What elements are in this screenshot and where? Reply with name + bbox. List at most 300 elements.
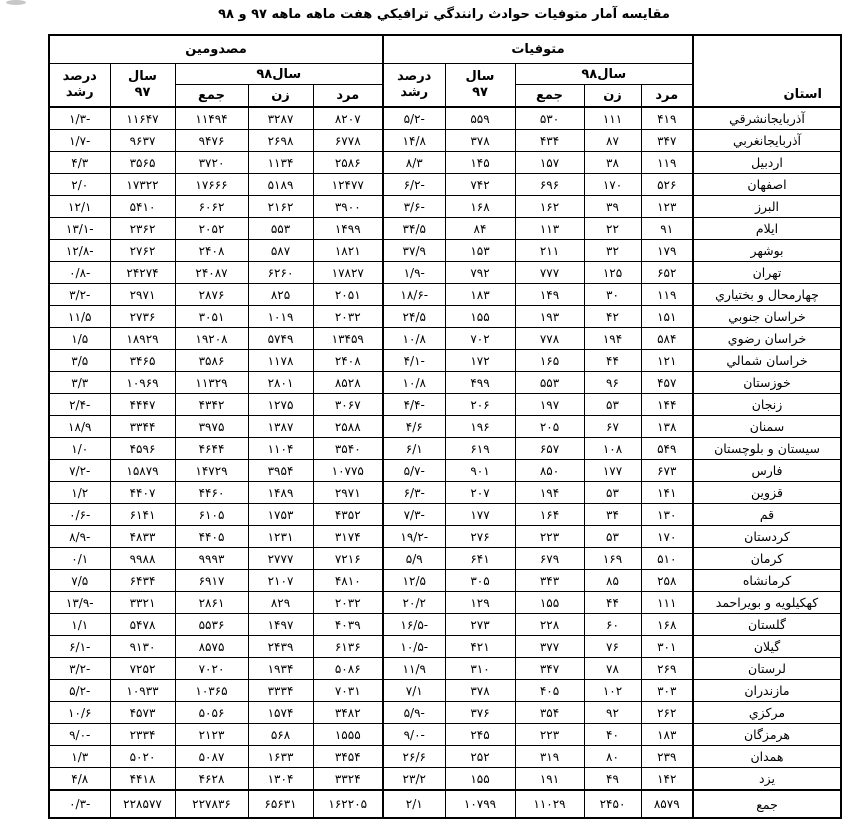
col-header-province: استان [693, 35, 841, 107]
cell-fatal-male-98: ۱۲۳ [641, 196, 693, 218]
cell-injured-male-98: ۲۴۰۸ [313, 350, 383, 372]
cell-fatal-growth: ۲۴/۵ [383, 306, 445, 328]
cell-injured-male-98: ۱۸۲۱ [313, 240, 383, 262]
cell-injured-female-98: ۲۱۶۲ [248, 196, 313, 218]
cell-injured-growth: ۴/۸ [49, 768, 110, 791]
cell-fatal-97: ۳۷۶ [445, 702, 515, 724]
cell-injured-97: ۳۴۶۵ [110, 350, 175, 372]
cell-injured-growth: ۱۱/۵ [49, 306, 110, 328]
cell-fatal-97: ۷۹۲ [445, 262, 515, 284]
cell-fatal-male-98: ۱۱۹ [641, 152, 693, 174]
cell-fatal-female-98: ۴۲ [584, 306, 641, 328]
cell-injured-male-98: ۲۰۵۱ [313, 284, 383, 306]
cell-injured-sum-98: ۲۸۶۱ [175, 592, 248, 614]
cell-province: قم [693, 504, 841, 526]
total-injured-growth: ۰/۳- [49, 790, 110, 818]
table-header [49, 35, 841, 107]
cell-injured-97: ۲۴۲۷۴ [110, 262, 175, 284]
cell-fatal-female-98: ۴۹ [584, 768, 641, 791]
cell-injured-97: ۷۲۵۲ [110, 658, 175, 680]
cell-fatal-sum-98: ۱۹۷ [515, 394, 584, 416]
cell-fatal-male-98: ۳۰۱ [641, 636, 693, 658]
table-row [49, 570, 841, 592]
table-row [49, 306, 841, 328]
cell-fatal-sum-98: ۳۷۷ [515, 636, 584, 658]
cell-injured-sum-98: ۱۰۳۶۵ [175, 680, 248, 702]
cell-injured-growth: ۶/۱- [49, 636, 110, 658]
cell-injured-sum-98: ۳۹۷۵ [175, 416, 248, 438]
cell-injured-male-98: ۶۱۳۶ [313, 636, 383, 658]
cell-injured-sum-98: ۴۶۲۸ [175, 768, 248, 791]
cell-injured-growth: ۱۳/۹- [49, 592, 110, 614]
col-header-total-injured: جمع [175, 85, 248, 108]
total-injured-sum-98: ۲۲۷۸۳۶ [175, 790, 248, 818]
table-row [49, 482, 841, 504]
cell-injured-female-98: ۱۴۹۷ [248, 614, 313, 636]
cell-fatal-97: ۷۰۲ [445, 328, 515, 350]
col-header-total-fatalities: جمع [515, 85, 584, 108]
cell-province: زنجان [693, 394, 841, 416]
cell-fatal-97: ۱۵۳ [445, 240, 515, 262]
col-header-male-injured: مرد [313, 85, 383, 108]
cell-fatal-male-98: ۱۱۹ [641, 284, 693, 306]
cell-fatal-97: ۱۸۳ [445, 284, 515, 306]
cell-injured-growth: ۷/۲- [49, 460, 110, 482]
cell-province: فارس [693, 460, 841, 482]
cell-fatal-sum-98: ۲۲۳ [515, 724, 584, 746]
total-injured-97: ۲۲۸۵۷۷ [110, 790, 175, 818]
cell-injured-sum-98: ۵۰۵۶ [175, 702, 248, 724]
cell-fatal-male-98: ۵۴۹ [641, 438, 693, 460]
cell-injured-97: ۱۵۸۷۹ [110, 460, 175, 482]
cell-injured-female-98: ۱۵۷۴ [248, 702, 313, 724]
cell-province: كردستان [693, 526, 841, 548]
cell-fatal-sum-98: ۱۹۴ [515, 482, 584, 504]
table-row [49, 702, 841, 724]
cell-injured-female-98: ۱۰۱۹ [248, 306, 313, 328]
cell-fatal-97: ۵۵۹ [445, 107, 515, 130]
cell-fatal-female-98: ۴۴ [584, 350, 641, 372]
cell-fatal-sum-98: ۲۱۱ [515, 240, 584, 262]
cell-fatal-growth: ۴/۶ [383, 416, 445, 438]
cell-fatal-sum-98: ۲۰۵ [515, 416, 584, 438]
cell-fatal-male-98: ۱۱۱ [641, 592, 693, 614]
cell-fatal-97: ۶۱۹ [445, 438, 515, 460]
cell-injured-97: ۱۰۹۳۳ [110, 680, 175, 702]
cell-fatal-female-98: ۳۸ [584, 152, 641, 174]
cell-fatal-growth: ۴/۱- [383, 350, 445, 372]
cell-injured-female-98: ۱۱۰۴ [248, 438, 313, 460]
cell-fatal-male-98: ۱۵۱ [641, 306, 693, 328]
cell-fatal-male-98: ۹۱ [641, 218, 693, 240]
table-row [49, 768, 841, 791]
total-fatal-female-98: ۲۴۵۰ [584, 790, 641, 818]
cell-province: خراسان جنوبي [693, 306, 841, 328]
cell-fatal-growth: ۶/۳- [383, 482, 445, 504]
cell-injured-growth: ۱۰/۶ [49, 702, 110, 724]
page-title: مقايسه آمار متوفيات حوادث رانندگي ترافيكي هفت ماهه ماهه ۹۷ و ۹۸ [218, 7, 670, 22]
cell-injured-male-98: ۳۴۸۲ [313, 702, 383, 724]
statistics-table [48, 34, 842, 819]
table-row [49, 438, 841, 460]
table-row [49, 372, 841, 394]
cell-province: چهارمحال و بختياري [693, 284, 841, 306]
cell-injured-male-98: ۲۹۷۱ [313, 482, 383, 504]
cell-fatal-97: ۳۱۰ [445, 658, 515, 680]
cell-fatal-sum-98: ۸۵۰ [515, 460, 584, 482]
cell-fatal-female-98: ۷۶ [584, 636, 641, 658]
cell-fatal-growth: ۵/۹- [383, 702, 445, 724]
cell-fatal-growth: ۱۰/۸ [383, 328, 445, 350]
cell-injured-male-98: ۳۵۴۰ [313, 438, 383, 460]
cell-injured-97: ۶۴۳۴ [110, 570, 175, 592]
cell-fatal-female-98: ۹۲ [584, 702, 641, 724]
table-row [49, 196, 841, 218]
cell-fatal-97: ۶۴۱ [445, 548, 515, 570]
cell-injured-97: ۴۸۳۳ [110, 526, 175, 548]
table-row [49, 350, 841, 372]
cell-injured-97: ۵۴۱۰ [110, 196, 175, 218]
cell-injured-growth: ۸/۹- [49, 526, 110, 548]
cell-injured-male-98: ۸۵۲۸ [313, 372, 383, 394]
cell-fatal-sum-98: ۱۵۵ [515, 592, 584, 614]
cell-fatal-growth: ۵/۲- [383, 107, 445, 130]
cell-injured-male-98: ۱۵۵۵ [313, 724, 383, 746]
cell-fatal-female-98: ۳۴ [584, 504, 641, 526]
cell-injured-male-98: ۳۳۲۴ [313, 768, 383, 791]
cell-injured-male-98: ۶۷۷۸ [313, 130, 383, 152]
cell-fatal-female-98: ۳۲ [584, 240, 641, 262]
cell-fatal-growth: ۱/۹- [383, 262, 445, 284]
cell-injured-female-98: ۱۹۳۴ [248, 658, 313, 680]
cell-injured-sum-98: ۱۱۳۲۹ [175, 372, 248, 394]
cell-fatal-97: ۳۷۸ [445, 680, 515, 702]
table-row [49, 174, 841, 196]
total-label: جمع [693, 790, 841, 818]
cell-fatal-male-98: ۱۴۲ [641, 768, 693, 791]
cell-injured-female-98: ۳۲۸۷ [248, 107, 313, 130]
table-row [49, 152, 841, 174]
cell-injured-growth: ۳/۵ [49, 350, 110, 372]
cell-fatal-female-98: ۴۴ [584, 592, 641, 614]
cell-fatal-male-98: ۱۳۸ [641, 416, 693, 438]
cell-injured-male-98: ۲۰۳۲ [313, 592, 383, 614]
cell-injured-97: ۲۳۶۲ [110, 218, 175, 240]
cell-province: اردبيل [693, 152, 841, 174]
cell-fatal-sum-98: ۳۴۳ [515, 570, 584, 592]
cell-fatal-male-98: ۴۱۹ [641, 107, 693, 130]
cell-injured-male-98: ۳۱۷۴ [313, 526, 383, 548]
cell-fatal-97: ۳۰۵ [445, 570, 515, 592]
cell-fatal-female-98: ۱۷۷ [584, 460, 641, 482]
cell-injured-sum-98: ۲۴۰۸ [175, 240, 248, 262]
cell-injured-sum-98: ۶۱۰۵ [175, 504, 248, 526]
cell-fatal-sum-98: ۱۶۴ [515, 504, 584, 526]
total-fatal-sum-98: ۱۱۰۲۹ [515, 790, 584, 818]
table-row [49, 636, 841, 658]
table-row [49, 592, 841, 614]
cell-injured-female-98: ۱۴۸۹ [248, 482, 313, 504]
cell-injured-male-98: ۳۴۵۴ [313, 746, 383, 768]
cell-injured-male-98: ۴۰۳۹ [313, 614, 383, 636]
table-row [49, 262, 841, 284]
cell-province: اصفهان [693, 174, 841, 196]
cell-injured-male-98: ۱۰۷۷۵ [313, 460, 383, 482]
cell-injured-male-98: ۷۰۳۱ [313, 680, 383, 702]
cell-injured-growth: ۱/۱ [49, 614, 110, 636]
table-row [49, 526, 841, 548]
cell-injured-growth: ۳/۲- [49, 284, 110, 306]
cell-province: گلستان [693, 614, 841, 636]
cell-province: كرمان [693, 548, 841, 570]
cell-fatal-97: ۴۲۱ [445, 636, 515, 658]
cell-injured-male-98: ۲۰۳۲ [313, 306, 383, 328]
cell-injured-growth: ۷/۵ [49, 570, 110, 592]
cell-province: تهران [693, 262, 841, 284]
cell-fatal-97: ۱۵۵ [445, 768, 515, 791]
cell-injured-97: ۹۹۸۸ [110, 548, 175, 570]
total-injured-female-98: ۶۵۶۳۱ [248, 790, 313, 818]
cell-injured-male-98: ۷۲۱۶ [313, 548, 383, 570]
cell-province: يزد [693, 768, 841, 791]
cell-injured-growth: ۱۲/۸- [49, 240, 110, 262]
cell-injured-female-98: ۱۱۷۸ [248, 350, 313, 372]
cell-province: خوزستان [693, 372, 841, 394]
table-row [49, 504, 841, 526]
cell-fatal-97: ۳۷۸ [445, 130, 515, 152]
cell-province: گيلان [693, 636, 841, 658]
cell-fatal-growth: ۱۸/۶- [383, 284, 445, 306]
cell-injured-sum-98: ۳۷۲۰ [175, 152, 248, 174]
table-row [49, 218, 841, 240]
cell-injured-growth: ۱۳/۱- [49, 218, 110, 240]
cell-fatal-growth: ۱۹/۲- [383, 526, 445, 548]
table-total-row [49, 790, 841, 818]
cell-injured-female-98: ۱۷۵۳ [248, 504, 313, 526]
cell-injured-97: ۴۵۹۶ [110, 438, 175, 460]
cell-injured-97: ۴۴۱۸ [110, 768, 175, 791]
cell-fatal-growth: ۲۶/۶ [383, 746, 445, 768]
cell-injured-female-98: ۲۷۷۷ [248, 548, 313, 570]
cell-fatal-male-98: ۶۵۲ [641, 262, 693, 284]
cell-fatal-sum-98: ۴۳۴ [515, 130, 584, 152]
cell-injured-sum-98: ۳۰۵۱ [175, 306, 248, 328]
cell-fatal-growth: ۸/۳ [383, 152, 445, 174]
cell-injured-growth: ۱۸/۹ [49, 416, 110, 438]
cell-fatal-male-98: ۲۵۸ [641, 570, 693, 592]
table-body [49, 107, 841, 790]
total-fatal-growth: ۲/۱ [383, 790, 445, 818]
table-row [49, 107, 841, 130]
table-row [49, 746, 841, 768]
cell-injured-growth: ۱/۳ [49, 746, 110, 768]
cell-fatal-female-98: ۷۸ [584, 658, 641, 680]
cell-fatal-growth: ۶/۱ [383, 438, 445, 460]
cell-province: بوشهر [693, 240, 841, 262]
table-row [49, 460, 841, 482]
cell-province: مركزي [693, 702, 841, 724]
cell-fatal-97: ۲۷۶ [445, 526, 515, 548]
col-header-growth-injured: درصد رشد [49, 64, 110, 108]
cell-fatal-female-98: ۵۳ [584, 394, 641, 416]
cell-fatal-sum-98: ۳۱۹ [515, 746, 584, 768]
cell-fatal-male-98: ۲۳۹ [641, 746, 693, 768]
cell-injured-male-98: ۱۷۸۲۷ [313, 262, 383, 284]
cell-province: آذربايجانشرقي [693, 107, 841, 130]
cell-injured-female-98: ۲۴۳۹ [248, 636, 313, 658]
cell-fatal-sum-98: ۱۵۷ [515, 152, 584, 174]
cell-injured-sum-98: ۲۱۲۳ [175, 724, 248, 746]
cell-injured-female-98: ۱۱۳۴ [248, 152, 313, 174]
col-header-growth-fatalities: درصد رشد [383, 64, 445, 108]
cell-injured-male-98: ۱۴۹۹ [313, 218, 383, 240]
cell-injured-97: ۱۷۳۲۲ [110, 174, 175, 196]
cell-fatal-male-98: ۴۵۷ [641, 372, 693, 394]
col-header-year97-fatalities: سال ۹۷ [445, 64, 515, 108]
cell-fatal-female-98: ۱۶۹ [584, 548, 641, 570]
cell-fatal-female-98: ۱۰۲ [584, 680, 641, 702]
cell-injured-female-98: ۲۱۰۷ [248, 570, 313, 592]
cell-fatal-97: ۲۵۲ [445, 746, 515, 768]
cell-fatal-female-98: ۳۹ [584, 196, 641, 218]
cell-fatal-97: ۱۵۵ [445, 306, 515, 328]
col-header-year97-injured: سال ۹۷ [110, 64, 175, 108]
cell-fatal-97: ۲۷۳ [445, 614, 515, 636]
cell-injured-growth: ۰/۸- [49, 262, 110, 284]
cell-province: قزوين [693, 482, 841, 504]
cell-fatal-97: ۱۷۷ [445, 504, 515, 526]
total-fatal-97: ۱۰۷۹۹ [445, 790, 515, 818]
cell-injured-female-98: ۵۸۷ [248, 240, 313, 262]
cell-injured-sum-98: ۶۰۶۲ [175, 196, 248, 218]
cell-injured-growth: ۱/۲ [49, 482, 110, 504]
cell-fatal-female-98: ۱۷۰ [584, 174, 641, 196]
section-header-injured: مصدومين [49, 35, 383, 64]
cell-fatal-97: ۱۲۹ [445, 592, 515, 614]
cell-province: خراسان رضوي [693, 328, 841, 350]
cell-fatal-female-98: ۲۲ [584, 218, 641, 240]
cell-fatal-sum-98: ۲۲۸ [515, 614, 584, 636]
cell-fatal-growth: ۱۱/۹ [383, 658, 445, 680]
cell-fatal-male-98: ۱۷۹ [641, 240, 693, 262]
cell-injured-sum-98: ۱۴۷۲۹ [175, 460, 248, 482]
cell-fatal-97: ۱۷۲ [445, 350, 515, 372]
cell-fatal-growth: ۳۷/۹ [383, 240, 445, 262]
cell-injured-female-98: ۲۸۰۱ [248, 372, 313, 394]
cell-fatal-male-98: ۳۴۷ [641, 130, 693, 152]
cell-province: لرستان [693, 658, 841, 680]
cell-fatal-male-98: ۵۲۶ [641, 174, 693, 196]
cell-injured-97: ۴۴۴۷ [110, 394, 175, 416]
cell-province: ايلام [693, 218, 841, 240]
cell-fatal-growth: ۱۰/۸ [383, 372, 445, 394]
cell-fatal-97: ۱۶۸ [445, 196, 515, 218]
cell-fatal-female-98: ۱۰۸ [584, 438, 641, 460]
cell-fatal-female-98: ۸۷ [584, 130, 641, 152]
cell-injured-sum-98: ۶۹۱۷ [175, 570, 248, 592]
cell-injured-sum-98: ۴۴۰۵ [175, 526, 248, 548]
col-header-female-injured: زن [248, 85, 313, 108]
cell-fatal-sum-98: ۱۶۲ [515, 196, 584, 218]
table-row [49, 130, 841, 152]
table-row [49, 548, 841, 570]
cell-fatal-growth: ۳۴/۵ [383, 218, 445, 240]
cell-injured-female-98: ۵۵۳ [248, 218, 313, 240]
cell-injured-sum-98: ۱۹۲۰۸ [175, 328, 248, 350]
cell-injured-sum-98: ۲۴۰۸۷ [175, 262, 248, 284]
cell-injured-female-98: ۵۷۴۹ [248, 328, 313, 350]
cell-fatal-male-98: ۳۰۳ [641, 680, 693, 702]
cell-fatal-97: ۲۰۷ [445, 482, 515, 504]
total-injured-male-98: ۱۶۲۲۰۵ [313, 790, 383, 818]
cell-injured-male-98: ۱۲۴۷۷ [313, 174, 383, 196]
cell-fatal-female-98: ۱۹۴ [584, 328, 641, 350]
cell-fatal-sum-98: ۱۹۱ [515, 768, 584, 791]
cell-fatal-97: ۴۹۹ [445, 372, 515, 394]
table-row [49, 614, 841, 636]
cell-fatal-male-98: ۱۸۳ [641, 724, 693, 746]
cell-fatal-female-98: ۵۳ [584, 482, 641, 504]
cell-injured-growth: ۴/۳ [49, 152, 110, 174]
table-row [49, 394, 841, 416]
cell-fatal-female-98: ۶۷ [584, 416, 641, 438]
table-row [49, 658, 841, 680]
cell-fatal-male-98: ۵۸۴ [641, 328, 693, 350]
col-header-year98-injured: سال۹۸ [175, 64, 383, 85]
section-header-fatalities: متوفيات [383, 35, 693, 64]
cell-injured-97: ۴۵۷۳ [110, 702, 175, 724]
cell-injured-97: ۴۴۰۷ [110, 482, 175, 504]
cell-province: مازندران [693, 680, 841, 702]
cell-fatal-female-98: ۱۱۱ [584, 107, 641, 130]
cell-injured-female-98: ۲۶۹۸ [248, 130, 313, 152]
cell-fatal-female-98: ۸۰ [584, 746, 641, 768]
cell-injured-female-98: ۸۲۹ [248, 592, 313, 614]
cell-fatal-growth: ۱۶/۵- [383, 614, 445, 636]
cell-fatal-growth: ۹/۰- [383, 724, 445, 746]
cell-injured-female-98: ۳۳۳۴ [248, 680, 313, 702]
cell-injured-female-98: ۱۳۰۴ [248, 768, 313, 791]
cell-injured-sum-98: ۴۶۴۴ [175, 438, 248, 460]
cell-fatal-male-98: ۱۷۰ [641, 526, 693, 548]
cell-injured-sum-98: ۲۰۵۲ [175, 218, 248, 240]
cell-injured-sum-98: ۱۱۴۹۴ [175, 107, 248, 130]
cell-injured-growth: ۲/۴- [49, 394, 110, 416]
cell-fatal-growth: ۵/۹ [383, 548, 445, 570]
cell-injured-97: ۲۳۳۴ [110, 724, 175, 746]
cell-injured-growth: ۱۲/۱ [49, 196, 110, 218]
cell-injured-female-98: ۱۲۳۱ [248, 526, 313, 548]
total-row [49, 790, 841, 818]
cell-injured-sum-98: ۴۴۶۰ [175, 482, 248, 504]
cell-injured-97: ۲۷۳۶ [110, 306, 175, 328]
cell-fatal-sum-98: ۳۵۴ [515, 702, 584, 724]
cell-injured-male-98: ۴۳۵۲ [313, 504, 383, 526]
cell-injured-97: ۹۱۳۰ [110, 636, 175, 658]
cell-injured-female-98: ۱۲۷۵ [248, 394, 313, 416]
cell-injured-97: ۳۵۶۵ [110, 152, 175, 174]
table-row [49, 416, 841, 438]
cell-fatal-female-98: ۹۶ [584, 372, 641, 394]
cell-province: خراسان شمالي [693, 350, 841, 372]
cell-fatal-sum-98: ۷۷۸ [515, 328, 584, 350]
cell-injured-male-98: ۲۵۸۸ [313, 416, 383, 438]
cell-fatal-sum-98: ۱۱۳ [515, 218, 584, 240]
cell-fatal-sum-98: ۱۹۳ [515, 306, 584, 328]
cell-fatal-growth: ۷/۱ [383, 680, 445, 702]
cell-injured-male-98: ۲۵۸۶ [313, 152, 383, 174]
col-header-male-fatalities: مرد [641, 85, 693, 108]
